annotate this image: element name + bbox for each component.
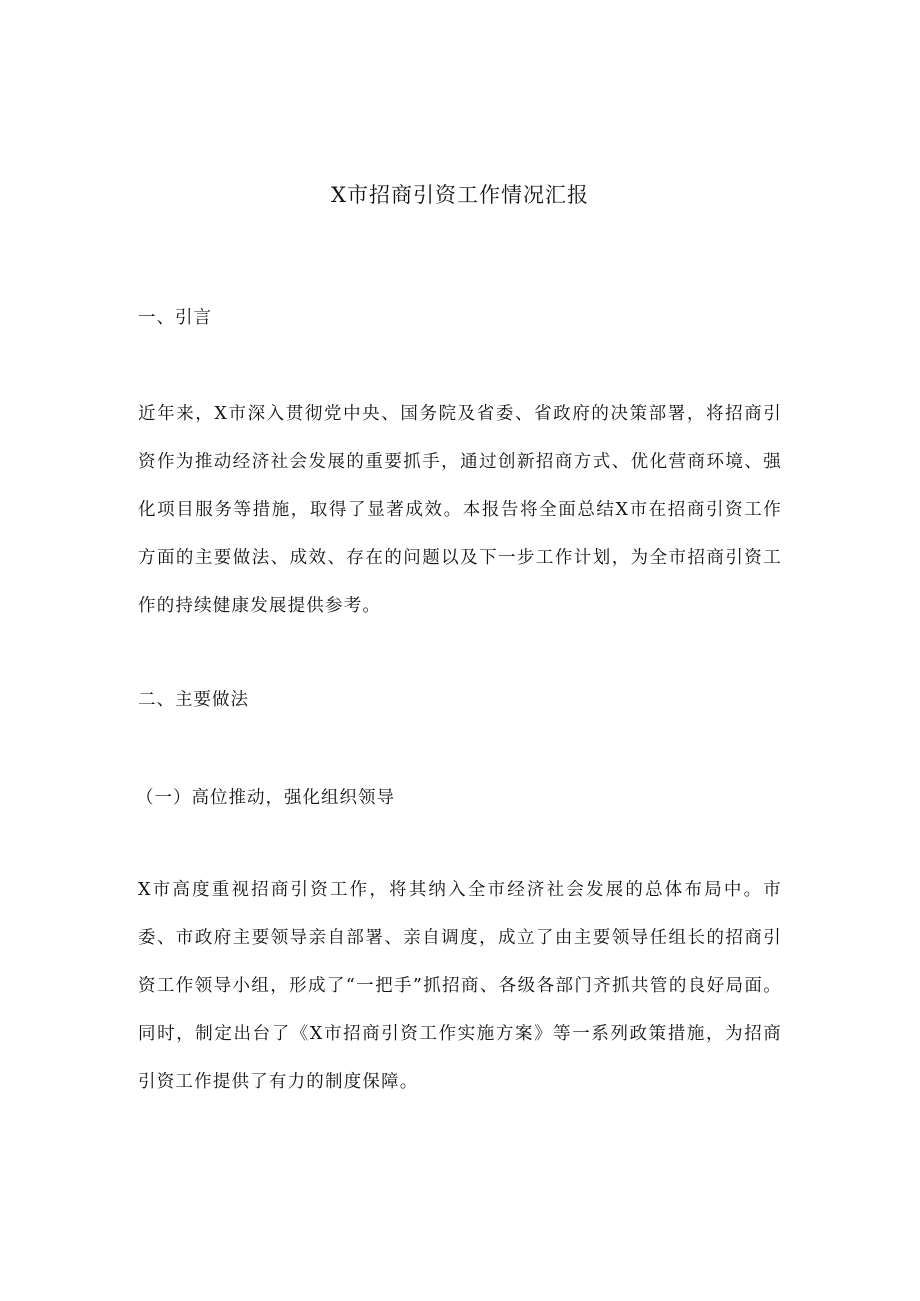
section-heading-main-practices: 二、主要做法: [138, 690, 249, 710]
page-title: X市招商引资工作情况汇报: [331, 183, 589, 207]
introduction-paragraph: 近年来，X市深入贯彻党中央、国务院及省委、省政府的决策部署，将招商引资作为推动经济社会发展的重要抓手，通过创新招商方式、优化营商环境、强化项目服务等措施，取得了显著成效。本报告将全面总结X市在招商引资工作方面的主要做法、成效、存在的问题以及下一步工作计划，为全市招商引资工作的持续健康发展提供参考。: [138, 404, 782, 616]
section-heading-introduction: 一、引言: [138, 308, 212, 328]
leadership-paragraph: X市高度重视招商引资工作，将其纳入全市经济社会发展的总体布局中。市委、市政府主要领导亲自部署、亲自调度，成立了由主要领导任组长的招商引资工作领导小组，形成了“一把手”抓招商、各级各部门齐抓共管的良好局面。同时，制定出台了《X市招商引资工作实施方案》等一系列政策措施，为招商引资工作提供了有力的制度保障。: [138, 880, 782, 1092]
subsection-heading-leadership: （一）高位推动，强化组织领导: [136, 788, 395, 808]
